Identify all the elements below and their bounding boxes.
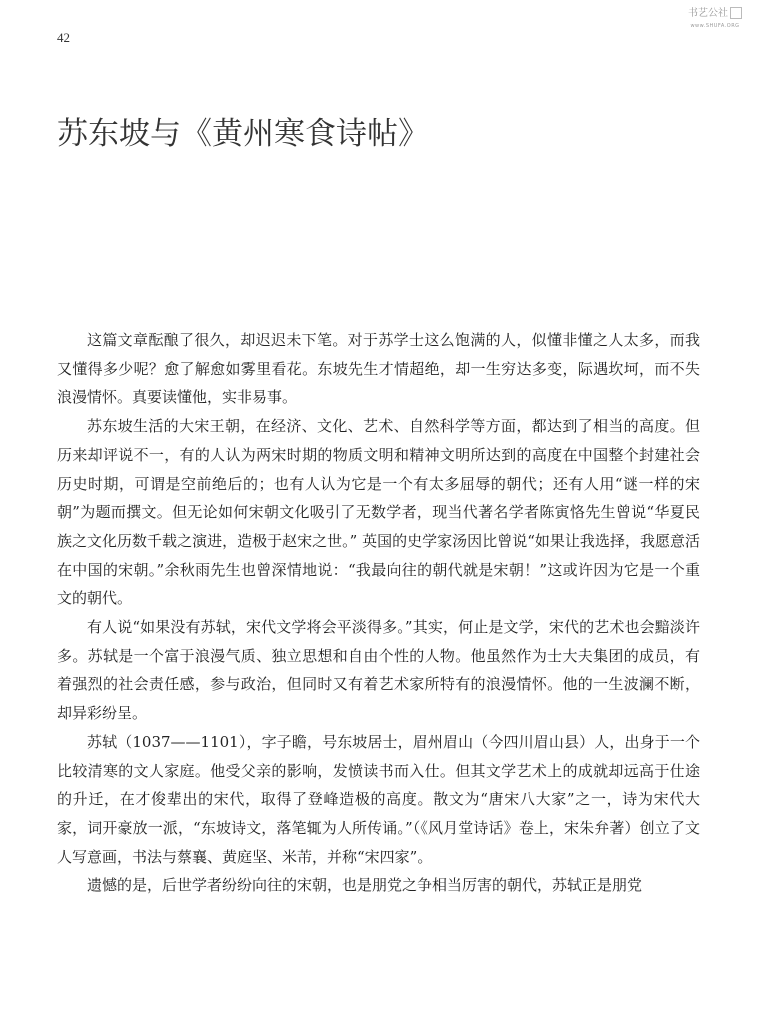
watermark-url: www.SHUFA.ORG [690, 23, 740, 29]
paragraph: 遗憾的是，后世学者纷纷向往的宋朝，也是朋党之争相当厉害的朝代，苏轼正是朋党 [87, 876, 643, 895]
paragraph: 苏东坡生活的大宋王朝，在经济、文化、艺术、自然科学等方面，都达到了相当的高度。但历来却评说不一，有的人认为两宋时期的物质文明和精神文明所达到的高度在中国整个封建社会历史时期，可谓是空前绝后的；也有人认为它是一个有太多屈辱的朝代；还有人用“谜一样的宋朝”为题而撰文。但无论如何宋朝文化吸引了无数学者，现当代著名学者陈寅恪先生曾说“华夏民族之文化历数千载之演进，造极于赵宋之世。” 英国的史学家汤因比曾说“如果让我选择，我愿意活在中国的宋朝。”余秋雨先生也曾深情地说：“我最向往的朝代就是宋朝！”这或许因为它是一个重文的朝代。 [57, 417, 700, 608]
page-number: 42 [57, 30, 70, 45]
paragraph: 苏轼（1037——1101），字子瞻，号东坡居士，眉州眉山（今四川眉山县）人，出身于一个比较清寒的文人家庭。他受父亲的影响，发愤读书而入仕。但其文学艺术上的成就却远高于仕途的升迁，在才俊辈出的宋代，取得了登峰造极的高度。散文为“唐宋八大家”之一，诗为宋代大家，词开豪放一派，“东坡诗文，落笔辄为人所传诵。”（《风月堂诗话》卷上，宋朱弁著）创立了文人写意画，书法与蔡襄、黄庭坚、米芾，并称“宋四家”。 [57, 732, 700, 866]
watermark-logo-text: 书艺公社 [678, 4, 752, 19]
paragraph: 这篇文章酝酿了很久，却迟迟未下笔。对于苏学士这么饱满的人，似懂非懂之人太多，而我又懂得多少呢？愈了解愈如雾里看花。东坡先生才情超绝，却一生穷达多变，际遇坎坷，而不失浪漫情怀。真要读懂他，实非易事。 [57, 331, 700, 407]
seal-icon [730, 7, 742, 19]
article-title: 苏东坡与《黄州寒食诗帖》 [57, 116, 429, 152]
article-body [57, 326, 700, 900]
paragraph: 有人说“如果没有苏轼，宋代文学将会平淡得多。”其实，何止是文学，宋代的艺术也会黯淡许多。苏轼是一个富于浪漫气质、独立思想和自由个性的人物。他虽然作为士大夫集团的成员，有着强烈的社会责任感，参与政治，但同时又有着艺术家所特有的浪漫情怀。他的一生波澜不断，却异彩纷呈。 [57, 618, 700, 723]
watermark [678, 4, 752, 29]
